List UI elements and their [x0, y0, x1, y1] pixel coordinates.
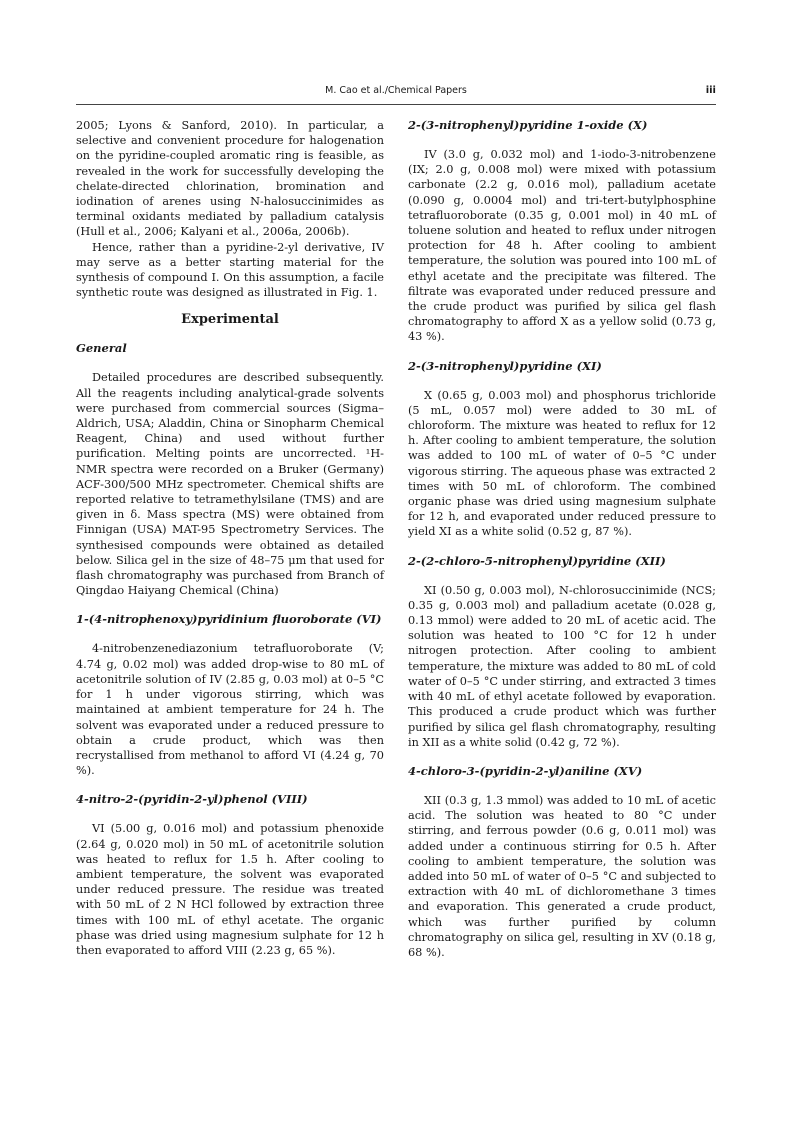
running-head: M. Cao et al./Chemical Papers — [325, 85, 467, 96]
intro-paragraph-1: 2005; Lyons & Sanford, 2010). In particular, a selective and convenient procedure for halogenation on the pyridine-coupled aromatic ring is feasible, as revealed in the work for successfully developing the chelate-directed chlorination, bromination and iodination of arenes using N-halosuccinimides as terminal oxidants mediated by palladium catalysis (Hull et al., 2006; Kalyani et al., 2006a, 2006b). — [76, 119, 384, 239]
compound-heading-viii: 4-nitro-2-(pyridin-2-yl)phenol (VIII) — [76, 792, 308, 807]
compound-paragraph-viii: VI (5.00 g, 0.016 mol) and potassium phenoxide (2.64 g, 0.020 mol) in 50 mL of acetonitrile solution was heated to reflux for 1.5 h. After cooling to ambient temperature, the solvent was evaporated under reduced pressure. The residue was treated with 50 mL of 2 N HCl followed by extraction three times with 100 mL of ethyl acetate. The organic phase was dried using magnesium sulphate for 12 h then evaporated to afford VIII (2.23 g, 65 %). — [76, 822, 384, 957]
compound-heading-xi: 2-(3-nitrophenyl)pyridine (XI) — [408, 358, 602, 373]
compound-paragraph-xi: X (0.65 g, 0.003 mol) and phosphorus trichloride (5 mL, 0.057 mol) were added to 30 mL of chloroform. The mixture was heated to reflux for 12 h. After cooling to ambient temperature, the solution was added to 100 mL of water of 0–5 °C under vigorous stirring. The aqueous phase was extracted 2 times with 50 mL of chloroform. The combined organic phase was dried using magnesium sulphate for 12 h, and evaporated under reduced pressure to yield XI as a white solid (0.52 g, 87 %). — [408, 388, 716, 539]
compound-heading-xv: 4-chloro-3-(pyridin-2-yl)aniline (XV) — [408, 763, 643, 778]
general-paragraph: Detailed procedures are described subsequently. All the reagents including analytical-grade solvents were purchased from commercial sources (Sigma–Aldrich, USA; Aladdin, China or Sinopharm Chemical Reagent, China) and used without further purification. Melting points are uncorrected. ¹H-NMR spectra were recorded on a Bruker (Germany) ACF-300/500 MHz spectrometer. Chemical shifts are reported relative to tetramethylsilane (TMS) and are given in δ. Mass spectra (MS) were obtained from Finnigan (USA) MAT-95 Spectrometry Services. The synthesised compounds were obtained as detailed below. Silica gel in the size of 48–75 μm that used for flash chromatography was purchased from Branch of Qingdao Haiyang Chemical (China) — [76, 371, 384, 598]
left-column — [76, 118, 384, 958]
compound-paragraph-xii: XI (0.50 g, 0.003 mol), N-chlorosuccinimide (NCS; 0.35 g, 0.003 mol) and palladium acetate (0.028 g, 0.13 mmol) were added to 20 mL of acetic acid. The solution was heated to 100 °C for 12 h under nitrogen protection. After cooling to ambient temperature, the mixture was added to 80 mL of cold water of 0–5 °C under stirring, and extracted 3 times with 40 mL of ethyl acetate followed by evaporation. This produced a crude product which was further purified by silica gel flash chromatography, resulting in XII as a white solid (0.42 g, 72 %). — [408, 583, 716, 749]
compound-paragraph-vi: 4-nitrobenzenediazonium tetrafluoroborate (V; 4.74 g, 0.02 mol) was added drop-wise to 80 mL of acetonitrile solution of IV (2.85 g, 0.03 mol) at 0–5 °C for 1 h under vigorous stirring, which was maintained at ambient temperature for 24 h. The solvent was evaporated under a reduced pressure to obtain a crude product, which was then recrystallised from methanol to afford VI (4.24 g, 70 %). — [76, 642, 384, 778]
compound-heading-x: 2-(3-nitrophenyl)pyridine 1-oxide (X) — [408, 118, 648, 132]
compound-paragraph-xv: XII (0.3 g, 1.3 mmol) was added to 10 mL of acetic acid. The solution was heated to 80 °C under stirring, and ferrous powder (0.6 g, 0.011 mol) was added under a continuous stirring for 0.5 h. After cooling to ambient temperature, the solution was added into 50 mL of water of 0–5 °C and subjected to extraction with 40 mL of dichloromethane 3 times and evaporation. This generated a crude product, which was further purified by column chromatography on silica gel, resulting in XV (0.18 g, 68 %). — [408, 793, 716, 959]
intro-paragraph-2: Hence, rather than a pyridine-2-yl derivative, IV may serve as a better starting material for the synthesis of compound I. On this assumption, a facile synthetic route was designed as illustrated in Fig. 1. — [76, 240, 384, 300]
page-number: iii — [705, 85, 716, 96]
compound-heading-xii: 2-(2-chloro-5-nitrophenyl)pyridine (XII) — [408, 553, 666, 568]
right-column — [408, 118, 716, 960]
header-rule — [76, 104, 716, 105]
compound-heading-vi: 1-(4-nitrophenoxy)pyridinium fluoroborate (VI) — [76, 612, 382, 627]
page-header — [76, 85, 716, 101]
section-heading-experimental: Experimental — [181, 312, 279, 328]
compound-paragraph-x: IV (3.0 g, 0.032 mol) and 1-iodo-3-nitrobenzene (IX; 2.0 g, 0.008 mol) were mixed with potassium carbonate (2.2 g, 0.016 mol), palladium acetate (0.090 g, 0.0004 mol) and tri-tert-butylphosphine tetrafluoroborate (0.35 g, 0.001 mol) in 40 mL of toluene solution and heated to reflux under nitrogen protection for 48 h. After cooling to ambient temperature, the solution was poured into 100 mL of ethyl acetate and the precipitate was filtered. The filtrate was evaporated under reduced pressure and the crude product was purified by silica gel flash chromatography to afford X as a yellow solid (0.73 g, 43 %). — [408, 148, 716, 344]
subsection-heading-general: General — [76, 341, 127, 356]
